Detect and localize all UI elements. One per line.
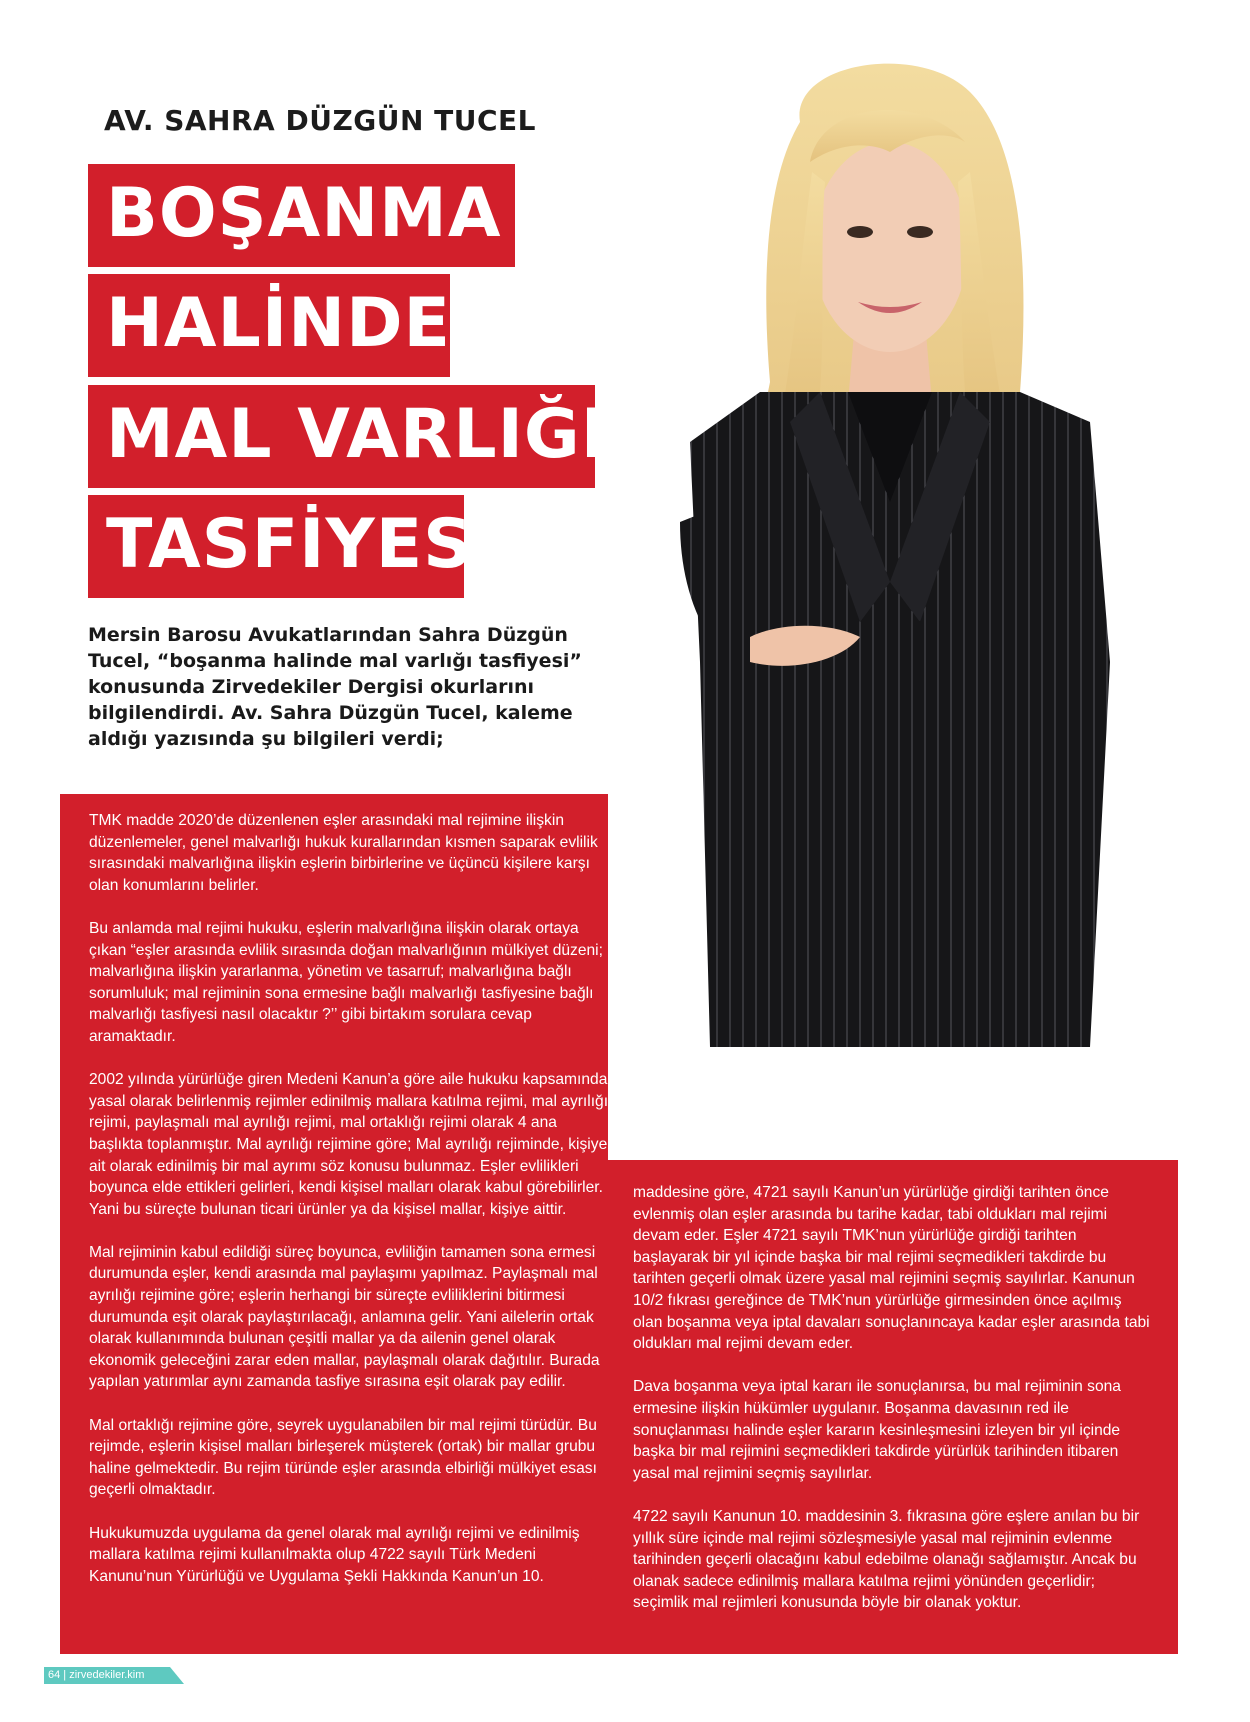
author-portrait — [620, 62, 1180, 1152]
body-paragraph: Hukukumuzda uygulama da genel olarak mal ayrılığı rejimi ve edinilmiş mallara katılma rejimi kullanılmakta olup 4722 sayılı Türk Medeni Kanunu’nun Yürürlüğü ve Uygulama Şekli Hakkında Kanun’un 10. — [89, 1524, 580, 1585]
headline-line-2: HALİNDE — [88, 274, 450, 377]
page-footer — [44, 1666, 184, 1685]
body-paragraph: 2002 yılında yürürlüğe giren Medeni Kanun’a göre aile hukuku kapsamında yasal olarak belirlenmiş rejimler edinilmiş mallara katılma rejimi, mal ayrılığı rejimi, paylaşmalı mal ayrılığı rejimi, mal ortaklığı rejimi olarak 4 ana başlıkta toplanmıştır. Mal ayrılığı rejimine göre; Mal ayrılığı rejiminde, kişiye ait olarak edinilmiş bir mal ayrımı söz konusu bulunmaz. Eşler evlilikleri boyunca elde ettikleri gelirleri, kendi kişisel malları olarak kabul görebilirler. Yani bu süreçte bulunan ticari ürünler ya da kişisel mallar, kişiye aittir. — [89, 1071, 609, 1218]
footer-text: 64 | zirvedekiler.kim — [48, 1669, 145, 1681]
headline-line-3: MAL VARLIĞI — [88, 385, 595, 488]
page-number: 64 — [48, 1669, 61, 1681]
body-paragraph: Bu anlamda mal rejimi hukuku, eşlerin malvarlığına ilişkin olarak ortaya çıkan “eşler arasında evlilik sırasında doğan malvarlığının mülkiyet düzeni; malvarlığına ilişkin yararlanma, yönetim ve tasarruf; malvarlığına bağlı sorumluluk; mal rejiminin sona ermesine bağlı malvarlığı tasfiyesine bağlı malvarlığı tasfiyesi nasıl olacaktır ?’’ gibi birtakım sorulara cevap aramaktadır. — [89, 919, 603, 1045]
body-paragraph: 4722 sayılı Kanunun 10. maddesinin 3. fıkrasına göre eşlere anılan bu bir yıllık süre içinde mal rejimi sözleşmesiyle yasal mal rejiminin evlenme tarihinden geçerli olacağını kabul edebilme olanağı sağlamıştır. Ancak bu olanak sadece edinilmiş mallara katılma rejimi yönünden geçerlidir; seçimlik mal rejimleri konusunda böyle bir olanak yoktur. — [633, 1507, 1140, 1612]
site-url[interactable]: zirvedekiler.kim — [69, 1669, 145, 1681]
author-name: AV. SAHRA DÜZGÜN TUCEL — [104, 104, 536, 137]
body-column-left — [89, 810, 611, 1609]
headline-line-1: BOŞANMA — [88, 164, 515, 267]
body-column-right — [633, 1182, 1153, 1635]
body-paragraph: TMK madde 2020’de düzenlenen eşler arasındaki mal rejimine ilişkin düzenlemeler, genel malvarlığı hukuk kurallarından kısmen saparak evlilik sırasındaki malvarlığına ilişkin eşlerin birbirlerine ve üçüncü kişilere karşı olan konumlarını belirler. — [89, 812, 598, 894]
body-paragraph: Dava boşanma veya iptal kararı ile sonuçlanırsa, bu mal rejiminin sona ermesine ilişkin hükümler uygulanır. Boşanma davasının red ile sonuçlanması halinde eşler kararın kesinleşmesini izleyen bir yıl içinde başka bir mal rejimini seçmedikleri takdirde yürürlük tarihinden itibaren yasal mal rejimini seçmiş sayılırlar. — [633, 1378, 1121, 1482]
body-paragraph: Mal ortaklığı rejimine göre, seyrek uygulanabilen bir mal rejimi türüdür. Bu rejimde, eşlerin kişisel malları birleşerek müşterek (ortak) bir mallar grubu haline gelmektedir. Bu rejim türünde eşler arasında elbirliği mülkiyet esası geçerli olmaktadır. — [89, 1416, 597, 1499]
lead-paragraph: Mersin Barosu Avukatlarından Sahra Düzgün Tucel, “boşanma halinde mal varlığı tasfiyesi” konusunda Zirvedekiler Dergisi okurlarını bilgilendirdi. Av. Sahra Düzgün Tucel, kaleme aldığı yazısında şu bilgileri verdi; — [88, 624, 582, 750]
body-paragraph: Mal rejiminin kabul edildiği süreç boyunca, evliliğin tamamen sona ermesi durumunda eşler, kendi arasında mal paylaşımı yapılmaz. Paylaşmalı mal ayrılığı rejimine göre; eşlerin herhangi bir süreçte evliliklerini bitirmesi durumunda eşit olarak paylaştırılacağı, anlamına gelir. Yani ailelerin ortak olarak kullanımında bulunan çeşitli mallar ya da ailenin genel olarak ekonomik geleceğini zarar eden mallar, paylaşmalı olarak dağıtılır. Burada yapılan yatırımlar aynı zamanda tasfiye sırasına eşit olarak pay edilir. — [89, 1243, 600, 1391]
headline-line-4: TASFİYESİ — [88, 495, 464, 598]
body-paragraph: maddesine göre, 4721 sayılı Kanun’un yürürlüğe girdiği tarihten önce evlenmiş olan eşler arasında bu tarihe kadar, tabi oldukları mal rejimi devam eder. Eşler 4721 sayılı TMK’nun yürürlüğe girdiği tarihten başlayarak bir yıl içinde başka bir mal rejimi seçmedikleri takdirde bu tarihten geçerli olmak üzere yasal mal rejimini seçmiş sayılırlar. Kanunun 10/2 fıkrası gereğince de TMK’nun yürürlüğe girmesinden önce açılmış olan boşanma veya iptal davaları sonuçlanıncaya kadar eşler arasında tabi oldukları mal rejimi devam eder. — [633, 1184, 1150, 1353]
